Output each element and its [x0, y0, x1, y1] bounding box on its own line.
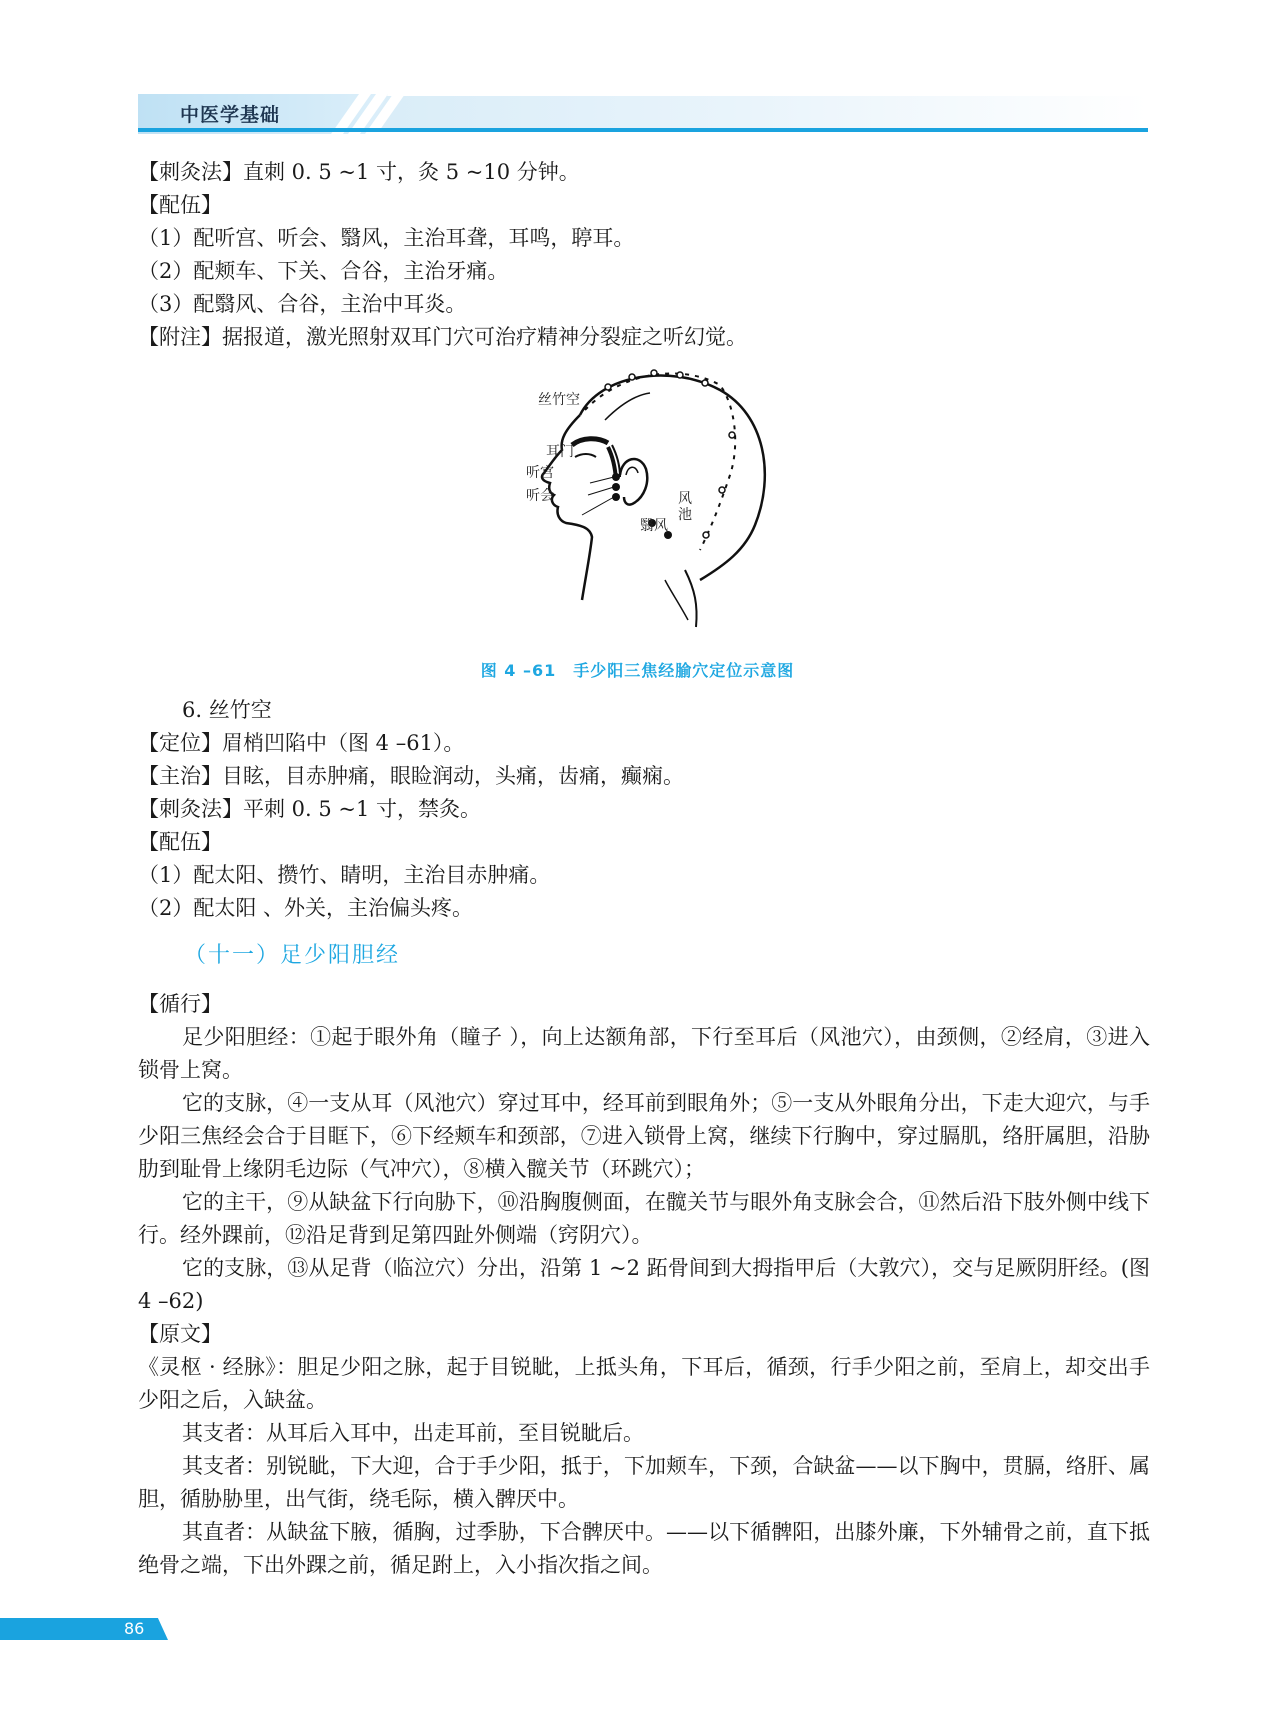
paragraph: 它的主干，⑨从缺盆下行向胁下，⑩沿胸腹侧面，在髋关节与眼外角支脉会合，⑪然后沿下肢外侧中线下行。经外踝前，⑫沿足背到足第四趾外侧端（窍阴穴）。 — [138, 1190, 1150, 1247]
acupoint-figure — [520, 365, 770, 635]
text-line: 【定位】眉梢凹陷中（图 4 –61）。 — [138, 731, 465, 755]
paragraph: 《灵枢 · 经脉》：胆足少阳之脉，起于目锐眦，上抵头角，下耳后，循颈，行手少阳之前，至肩上，却交出手少阳之后，入缺盆。 — [138, 1355, 1150, 1412]
page-number: 86 — [124, 1619, 145, 1638]
paragraph: 其直者：从缺盆下腋，循胸，过季胁，下合髀厌中。——以下循髀阳，出膝外廉，下外辅骨之前，直下抵绝骨之端，下出外踝之前，循足跗上，入小指次指之间。 — [138, 1520, 1150, 1577]
header-rule — [138, 128, 1148, 132]
section-title: （十一）足少阳胆经 — [184, 943, 401, 968]
label-ermen: 耳门 — [546, 444, 574, 460]
text-line: 【刺灸法】直刺 0. 5 ~1 寸，灸 5 ~10 分钟。 — [138, 160, 580, 184]
paragraph: 其支者：从耳后入耳中，出走耳前，至目锐眦后。 — [182, 1421, 644, 1445]
text-line: 【主治】目眩，目赤肿痛，眼睑润动，头痛，齿痛，癫痫。 — [138, 764, 684, 788]
middle-text-block — [138, 694, 1150, 1582]
text-line: （2）配太阳 、外关，主治偏头疼。 — [138, 896, 474, 920]
text-line: （2）配颊车、下关、合谷，主治牙痛。 — [138, 259, 509, 283]
page-header — [0, 0, 1275, 140]
text-line: 【附注】据报道，激光照射双耳门穴可治疗精神分裂症之听幻觉。 — [138, 325, 747, 349]
paragraph: 它的支脉，⑬从足背（临泣穴）分出，沿第 1 ~2 跖骨间到大拇指甲后（大敦穴），交与足厥阴肝经。(图 4 –62) — [138, 1256, 1150, 1313]
text-line: 【循行】 — [138, 992, 222, 1016]
text-line: （3）配翳风、合谷，主治中耳炎。 — [138, 292, 467, 316]
paragraph: 其支者：别锐眦，下大迎，合于手少阳，抵于，下加颊车，下颈，合缺盆——以下胸中，贯膈，络肝、属胆，循胁胁里，出气街，绕毛际，横入髀厌中。 — [138, 1454, 1150, 1511]
top-text-block — [138, 156, 1150, 354]
text-line: 【配伍】 — [138, 193, 222, 217]
label-sizhukong: 丝竹空 — [538, 392, 580, 408]
text-line: 【刺灸法】平刺 0. 5 ~1 寸，禁灸。 — [138, 797, 482, 821]
label-fengchi: 风池 — [678, 491, 692, 523]
label-yifeng: 翳风 — [640, 518, 668, 534]
paragraph: 足少阳胆经：①起于眼外角（瞳子 ），向上达额角部，下行至耳后（风池穴），由颈侧，②经肩，③进入锁骨上窝。 — [138, 1025, 1150, 1082]
text-line: 【原文】 — [138, 1322, 222, 1346]
label-tinghui: 听会 — [526, 488, 554, 504]
text-line: （1）配太阳、攒竹、睛明，主治目赤肿痛。 — [138, 863, 551, 887]
text-line: 【配伍】 — [138, 830, 222, 854]
paragraph: 它的支脉，④一支从耳（风池穴）穿过耳中，经耳前到眼角外；⑤一支从外眼角分出，下走大迎穴，与手少阳三焦经会合于目眶下，⑥下经颊车和颈部，⑦进入锁骨上窝，继续下行胸中，穿过膈肌，络肝属胆，沿胁肋到耻骨上缘阴毛边际（气冲穴），⑧横入髋关节（环跳穴）； — [138, 1091, 1150, 1181]
label-tinggong: 听宫 — [526, 465, 554, 481]
item-heading: 6. 丝竹空 — [182, 698, 272, 722]
figure-caption: 图 4 –61 手少阳三焦经腧穴定位示意图 — [480, 661, 795, 680]
book-title: 中医学基础 — [180, 104, 281, 126]
text-line: （1）配听宫、听会、翳风，主治耳聋，耳鸣，聤耳。 — [138, 226, 635, 250]
